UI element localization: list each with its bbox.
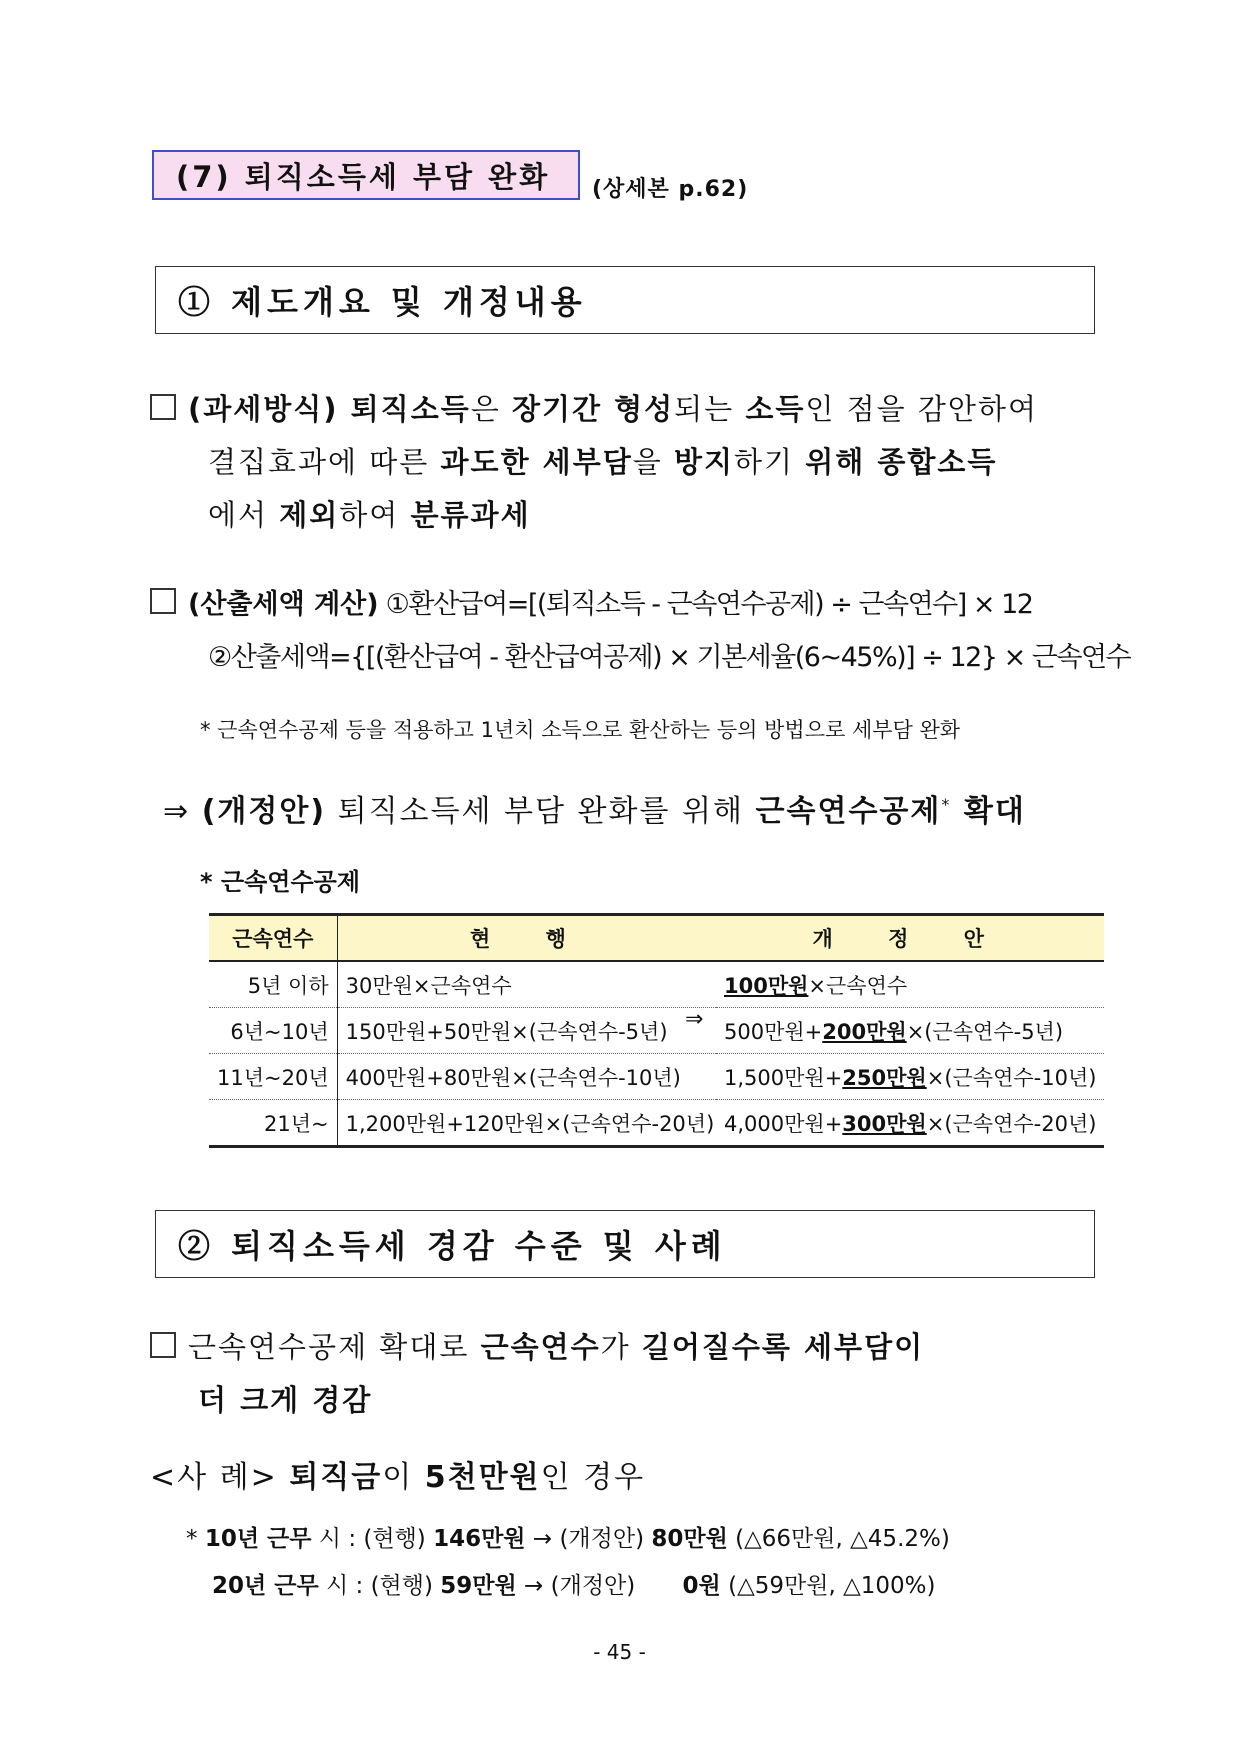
text-bold: 5천만원 bbox=[424, 1460, 541, 1495]
column-header-years: 근속연수 bbox=[209, 915, 337, 962]
text-bold: 분류과세 bbox=[410, 498, 531, 532]
cell-current: 150만원+50만원×(근속연수-5년) bbox=[337, 1008, 722, 1054]
text: 인 경우 bbox=[540, 1460, 646, 1495]
text-bold: 과도한 세부담 bbox=[440, 445, 633, 479]
cell-years: 11년~20년 bbox=[209, 1054, 337, 1100]
text-lead: <사 례> bbox=[150, 1460, 290, 1495]
cell-revised: 500만원+200만원×(근속연수-5년) bbox=[716, 1008, 1104, 1054]
footnote: * 근속연수공제 등을 적용하고 1년치 소득으로 환산하는 등의 방법으로 세부담 완화 bbox=[200, 718, 961, 742]
text: 은 bbox=[470, 392, 512, 426]
section-title: (7) 퇴직소득세 부담 완화 bbox=[152, 150, 580, 200]
text-bold: 위해 종합소득 bbox=[805, 445, 998, 479]
cell-revised: 100만원×근속연수 bbox=[716, 961, 1104, 1008]
text-lead: (개정안) bbox=[201, 794, 327, 829]
section-header-overview: ① 제도개요 및 개정내용 bbox=[155, 266, 1095, 334]
formula-calculated-tax: ②산출세액={[(환산급여 - 환산급여공제) × 기본세율(6~45%)] ÷ 12} × 근속연수 bbox=[208, 642, 1131, 673]
checkbox-square-icon bbox=[150, 588, 176, 614]
tax-calculation-paragraph bbox=[150, 578, 1131, 684]
text-bold: 퇴직소득 bbox=[350, 392, 471, 426]
formula-converted-salary: ①환산급여=[(퇴직소득 - 근속연수공제) ÷ 근속연수] × 12 bbox=[378, 589, 1033, 620]
text-lead: (산출세액 계산) bbox=[188, 589, 379, 620]
example-10-years: * 10년 근무 시 : (현행) 146만원 → (개정안) 80만원 (△66만원, △45.2%) bbox=[186, 1526, 950, 1552]
text: 근속연수공제 확대로 bbox=[188, 1330, 481, 1364]
cell-current: 30만원×근속연수 bbox=[337, 961, 722, 1008]
detail-reference: (상세본 p.62) bbox=[592, 177, 749, 202]
text: 결집효과에 따른 bbox=[208, 445, 441, 479]
text: 하여 bbox=[339, 498, 411, 532]
text-bold: 장기간 형성 bbox=[511, 392, 675, 426]
text-bold: 퇴직금 bbox=[289, 1460, 383, 1495]
case-heading bbox=[150, 1452, 645, 1496]
table-row bbox=[716, 1008, 1104, 1054]
reduction-paragraph bbox=[150, 1321, 1100, 1427]
text: 퇴직소득세 부담 완화를 위해 bbox=[326, 794, 756, 829]
footnote-mark: * bbox=[941, 795, 952, 814]
table-row bbox=[209, 1100, 722, 1147]
text-bold: 소득 bbox=[745, 392, 806, 426]
checkbox-square-icon bbox=[150, 394, 176, 420]
text-bold: 방지 bbox=[673, 445, 734, 479]
checkbox-square-icon bbox=[150, 1332, 176, 1358]
page-number: - 45 - bbox=[593, 1640, 646, 1664]
table-row bbox=[209, 1008, 722, 1054]
text-bold: 제외 bbox=[279, 498, 340, 532]
right-arrow-icon: → bbox=[516, 1573, 551, 1599]
table-row bbox=[209, 961, 722, 1008]
text: 하기 bbox=[734, 445, 806, 479]
table-label: * 근속연수공제 bbox=[200, 868, 361, 896]
proposal-line bbox=[163, 786, 1026, 830]
cell-current: 400만원+80만원×(근속연수-10년) bbox=[337, 1054, 722, 1100]
cell-years: 5년 이하 bbox=[209, 961, 337, 1008]
table-row bbox=[716, 1054, 1104, 1100]
cell-revised: 4,000만원+300만원×(근속연수-20년) bbox=[724, 1111, 1097, 1136]
cell-years: 21년~ bbox=[209, 1100, 337, 1147]
text: 을 bbox=[632, 445, 674, 479]
cell-current: 1,200만원+120만원×(근속연수-20년) bbox=[345, 1111, 715, 1136]
text-bold: 근속연수 bbox=[480, 1330, 601, 1364]
text: 이 bbox=[382, 1460, 425, 1495]
cell-years: 6년~10년 bbox=[209, 1008, 337, 1054]
implies-arrow-icon: ⇒ bbox=[163, 794, 191, 829]
text-lead: (과세방식) bbox=[188, 392, 351, 426]
example-20-years: 20년 근무 시 : (현행) 59만원 → (개정안) 0원 (△59만원, △100%) bbox=[212, 1573, 936, 1599]
text: 에서 bbox=[208, 498, 280, 532]
table-row bbox=[209, 1054, 722, 1100]
revised-deduction-table bbox=[716, 913, 1104, 1148]
current-deduction-table bbox=[209, 913, 722, 1148]
section-header-reduction: ② 퇴직소득세 경감 수준 및 사례 bbox=[155, 1210, 1095, 1278]
text: 되는 bbox=[674, 392, 746, 426]
table-row bbox=[716, 1100, 1104, 1147]
cell-revised: 1,500만원+250만원×(근속연수-10년) bbox=[716, 1054, 1104, 1100]
column-header-current: 현 행 bbox=[337, 915, 722, 962]
text-bold: 길어질수록 세부담이 bbox=[641, 1330, 925, 1364]
right-arrow-icon: → bbox=[525, 1526, 560, 1552]
text-bold: 더 크게 경감 bbox=[198, 1383, 373, 1417]
table-row bbox=[716, 961, 1104, 1008]
column-header-revised: 개 정 안 bbox=[716, 915, 1104, 962]
implies-arrow-icon: ⇒ bbox=[685, 1007, 704, 1032]
text: 인 점을 감안하여 bbox=[805, 392, 1038, 426]
taxation-method-paragraph bbox=[150, 383, 1100, 542]
text-bold: 근속연수공제 bbox=[755, 794, 942, 829]
text: 가 bbox=[600, 1330, 642, 1364]
text-bold: 확대 bbox=[951, 794, 1026, 829]
